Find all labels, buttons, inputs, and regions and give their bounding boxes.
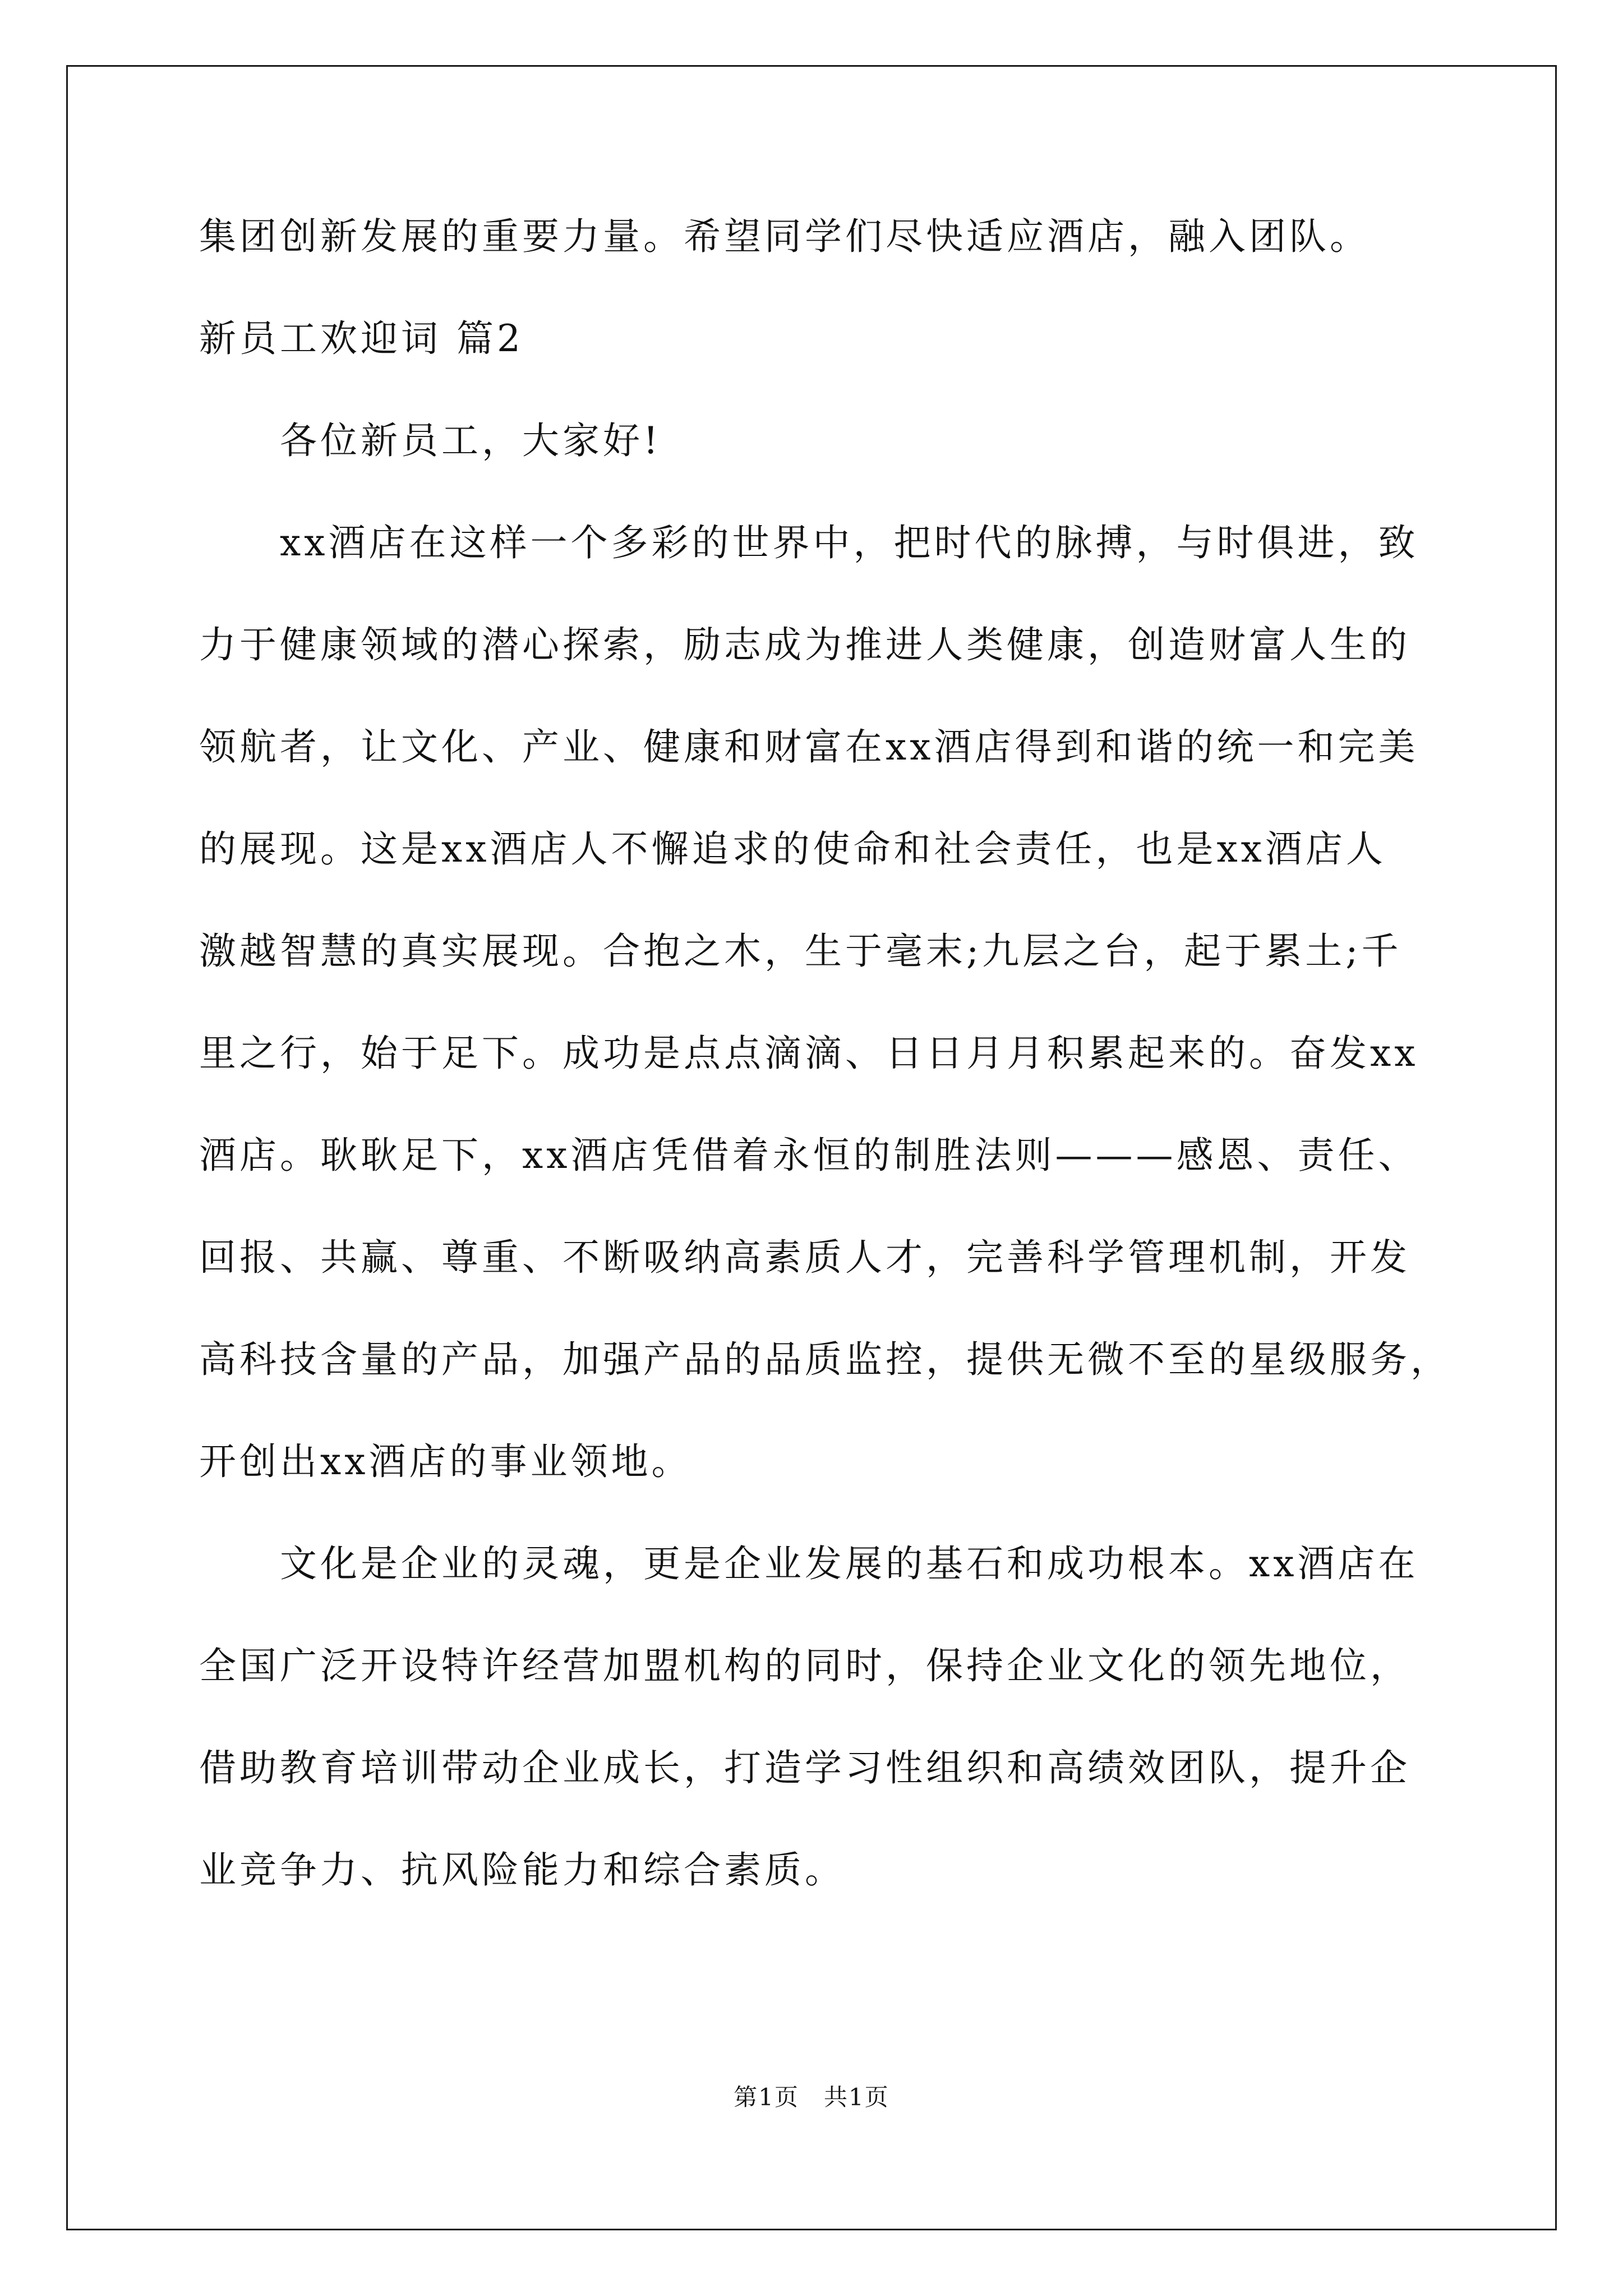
paragraph-line: 开创出xx酒店的事业领地。 bbox=[199, 1440, 692, 1483]
section-heading: 新员工欢迎词 篇2 bbox=[199, 317, 524, 360]
paragraph-line: 全国广泛开设特许经营加盟机构的同时，保持企业文化的领先地位， bbox=[199, 1644, 1410, 1687]
paragraph-line: 高科技含量的产品，加强产品的品质监控，提供无微不至的星级服务， bbox=[199, 1338, 1451, 1381]
paragraph-line: 领航者，让文化、产业、健康和财富在xx酒店得到和谐的统一和完美 bbox=[199, 725, 1419, 769]
paragraph-line: 里之行，始于足下。成功是点点滴滴、日日月月积累起来的。奋发xx bbox=[199, 1032, 1419, 1075]
paragraph-line: 集团创新发展的重要力量。希望同学们尽快适应酒店，融入团队。 bbox=[199, 215, 1370, 258]
paragraph-line: 的展现。这是xx酒店人不懈追求的使命和社会责任，也是xx酒店人 bbox=[199, 827, 1386, 871]
paragraph-line: 酒店。耿耿足下，xx酒店凭借着永恒的制胜法则———感恩、责任、 bbox=[199, 1134, 1419, 1177]
page-footer: 第1页 共1页 bbox=[734, 2083, 889, 2111]
paragraph-line: 回报、共赢、尊重、不断吸纳高素质人才，完善科学管理机制，开发 bbox=[199, 1236, 1410, 1279]
paragraph-line: 业竞争力、抗风险能力和综合素质。 bbox=[199, 1848, 845, 1892]
paragraph-line: 借助教育培训带动企业成长，打造学习性组织和高绩效团队，提升企 bbox=[199, 1746, 1410, 1789]
greeting-line: 各位新员工，大家好! bbox=[280, 419, 662, 462]
paragraph-line: xx酒店在这样一个多彩的世界中，把时代的脉搏，与时俱进，致 bbox=[280, 521, 1419, 564]
paragraph-line: 力于健康领域的潜心探索，励志成为推进人类健康，创造财富人生的 bbox=[199, 623, 1410, 666]
paragraph-line: 文化是企业的灵魂，更是企业发展的基石和成功根本。xx酒店在 bbox=[280, 1542, 1419, 1585]
paragraph-line: 激越智慧的真实展现。合抱之木，生于毫末;九层之台，起于累土;千 bbox=[199, 930, 1402, 973]
